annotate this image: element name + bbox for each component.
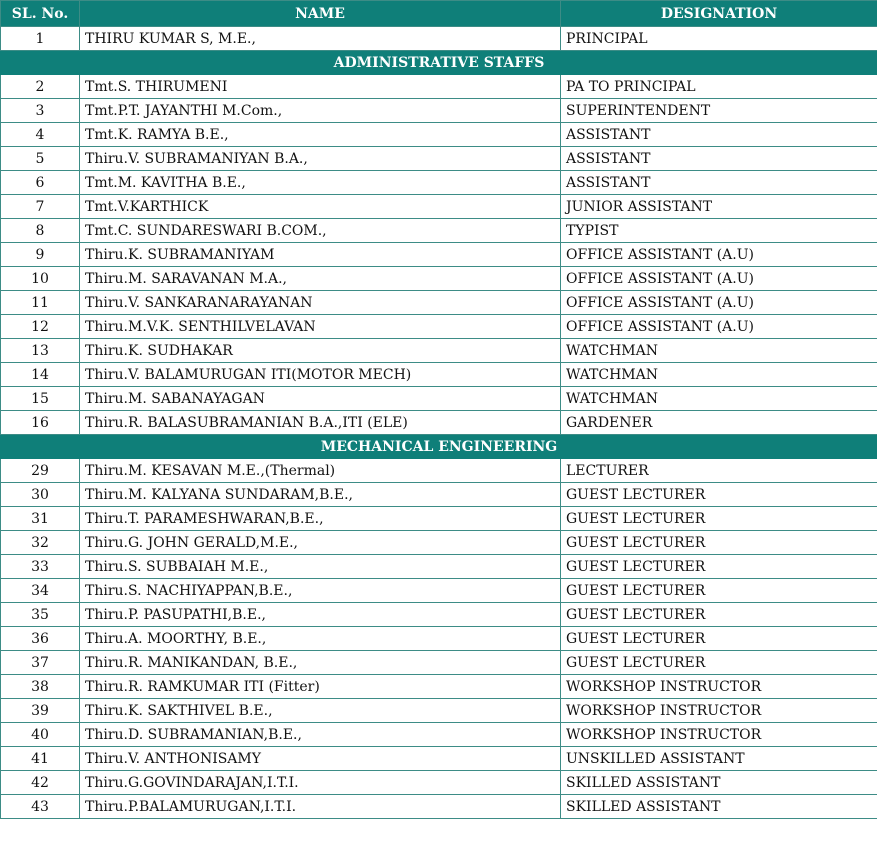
cell-name: Thiru.D. SUBRAMANIAN,B.E., xyxy=(80,723,561,747)
table-row xyxy=(1,771,877,795)
table-row xyxy=(1,411,877,435)
cell-designation: WORKSHOP INSTRUCTOR xyxy=(561,675,877,699)
cell-designation: UNSKILLED ASSISTANT xyxy=(561,747,877,771)
cell-name: Thiru.V. ANTHONISAMY xyxy=(80,747,561,771)
cell-name: Thiru.S. NACHIYAPPAN,B.E., xyxy=(80,579,561,603)
cell-name: Thiru.R. MANIKANDAN, B.E., xyxy=(80,651,561,675)
cell-sl-no: 3 xyxy=(1,99,80,123)
cell-designation: GUEST LECTURER xyxy=(561,651,877,675)
header-designation: DESIGNATION xyxy=(561,1,877,27)
table-row xyxy=(1,195,877,219)
cell-sl-no: 6 xyxy=(1,171,80,195)
cell-name: Thiru.K. SUBRAMANIYAM xyxy=(80,243,561,267)
table-row xyxy=(1,291,877,315)
table-row xyxy=(1,723,877,747)
table-row xyxy=(1,675,877,699)
table-row xyxy=(1,627,877,651)
cell-sl-no: 38 xyxy=(1,675,80,699)
cell-designation: WORKSHOP INSTRUCTOR xyxy=(561,723,877,747)
cell-sl-no: 37 xyxy=(1,651,80,675)
cell-designation: OFFICE ASSISTANT (A.U) xyxy=(561,243,877,267)
cell-designation: ASSISTANT xyxy=(561,123,877,147)
cell-designation: TYPIST xyxy=(561,219,877,243)
table-row xyxy=(1,75,877,99)
table-row xyxy=(1,483,877,507)
table-row xyxy=(1,267,877,291)
header-name: NAME xyxy=(80,1,561,27)
table-row xyxy=(1,27,877,51)
cell-sl-no: 29 xyxy=(1,459,80,483)
table-row xyxy=(1,243,877,267)
cell-designation: WATCHMAN xyxy=(561,363,877,387)
cell-designation: OFFICE ASSISTANT (A.U) xyxy=(561,267,877,291)
table-row xyxy=(1,315,877,339)
cell-sl-no: 41 xyxy=(1,747,80,771)
table-row xyxy=(1,459,877,483)
cell-name: Tmt.C. SUNDARESWARI B.COM., xyxy=(80,219,561,243)
cell-name: Thiru.G.GOVINDARAJAN,I.T.I. xyxy=(80,771,561,795)
section-title: ADMINISTRATIVE STAFFS xyxy=(1,51,877,75)
cell-designation: GUEST LECTURER xyxy=(561,507,877,531)
cell-sl-no: 5 xyxy=(1,147,80,171)
cell-sl-no: 15 xyxy=(1,387,80,411)
section-header-row xyxy=(1,51,877,75)
header-row xyxy=(1,1,877,27)
cell-designation: SKILLED ASSISTANT xyxy=(561,795,877,819)
cell-designation: SKILLED ASSISTANT xyxy=(561,771,877,795)
cell-sl-no: 9 xyxy=(1,243,80,267)
cell-designation: GUEST LECTURER xyxy=(561,531,877,555)
cell-sl-no: 10 xyxy=(1,267,80,291)
cell-name: Tmt.S. THIRUMENI xyxy=(80,75,561,99)
cell-name: Tmt.V.KARTHICK xyxy=(80,195,561,219)
cell-designation: OFFICE ASSISTANT (A.U) xyxy=(561,291,877,315)
cell-name: Thiru.V. BALAMURUGAN ITI(MOTOR MECH) xyxy=(80,363,561,387)
cell-designation: GUEST LECTURER xyxy=(561,627,877,651)
cell-name: Thiru.A. MOORTHY, B.E., xyxy=(80,627,561,651)
table-row xyxy=(1,219,877,243)
cell-sl-no: 35 xyxy=(1,603,80,627)
table-row xyxy=(1,171,877,195)
cell-name: Thiru.S. SUBBAIAH M.E., xyxy=(80,555,561,579)
cell-designation: PRINCIPAL xyxy=(561,27,877,51)
cell-sl-no: 30 xyxy=(1,483,80,507)
cell-designation: GUEST LECTURER xyxy=(561,579,877,603)
table-row xyxy=(1,387,877,411)
cell-designation: GUEST LECTURER xyxy=(561,603,877,627)
cell-sl-no: 31 xyxy=(1,507,80,531)
cell-name: Thiru.P. PASUPATHI,B.E., xyxy=(80,603,561,627)
cell-sl-no: 14 xyxy=(1,363,80,387)
cell-designation: GUEST LECTURER xyxy=(561,555,877,579)
table-row xyxy=(1,795,877,819)
cell-sl-no: 7 xyxy=(1,195,80,219)
table-row xyxy=(1,99,877,123)
table-row xyxy=(1,147,877,171)
cell-sl-no: 34 xyxy=(1,579,80,603)
cell-name: Thiru.K. SUDHAKAR xyxy=(80,339,561,363)
cell-sl-no: 39 xyxy=(1,699,80,723)
cell-designation: GARDENER xyxy=(561,411,877,435)
table-row xyxy=(1,579,877,603)
cell-name: Tmt.P.T. JAYANTHI M.Com., xyxy=(80,99,561,123)
cell-name: Thiru.M. KESAVAN M.E.,(Thermal) xyxy=(80,459,561,483)
cell-sl-no: 4 xyxy=(1,123,80,147)
header-sl-no: SL. No. xyxy=(1,1,80,27)
cell-designation: SUPERINTENDENT xyxy=(561,99,877,123)
cell-name: Thiru.M.V.K. SENTHILVELAVAN xyxy=(80,315,561,339)
cell-designation: JUNIOR ASSISTANT xyxy=(561,195,877,219)
cell-sl-no: 32 xyxy=(1,531,80,555)
cell-name: Thiru.G. JOHN GERALD,M.E., xyxy=(80,531,561,555)
cell-sl-no: 16 xyxy=(1,411,80,435)
cell-name: Thiru.M. SARAVANAN M.A., xyxy=(80,267,561,291)
cell-designation: WORKSHOP INSTRUCTOR xyxy=(561,699,877,723)
table-row xyxy=(1,531,877,555)
table-row xyxy=(1,123,877,147)
cell-name: Thiru.K. SAKTHIVEL B.E., xyxy=(80,699,561,723)
cell-name: Thiru.M. KALYANA SUNDARAM,B.E., xyxy=(80,483,561,507)
cell-name: Thiru.V. SANKARANARAYANAN xyxy=(80,291,561,315)
cell-designation: WATCHMAN xyxy=(561,339,877,363)
table-row xyxy=(1,699,877,723)
cell-sl-no: 40 xyxy=(1,723,80,747)
section-header-row xyxy=(1,435,877,459)
cell-designation: LECTURER xyxy=(561,459,877,483)
cell-sl-no: 12 xyxy=(1,315,80,339)
table-row xyxy=(1,339,877,363)
cell-sl-no: 42 xyxy=(1,771,80,795)
cell-name: Tmt.K. RAMYA B.E., xyxy=(80,123,561,147)
cell-name: Tmt.M. KAVITHA B.E., xyxy=(80,171,561,195)
section-title: MECHANICAL ENGINEERING xyxy=(1,435,877,459)
table-row xyxy=(1,555,877,579)
cell-sl-no: 11 xyxy=(1,291,80,315)
cell-name: Thiru.M. SABANAYAGAN xyxy=(80,387,561,411)
cell-designation: ASSISTANT xyxy=(561,171,877,195)
cell-designation: PA TO PRINCIPAL xyxy=(561,75,877,99)
cell-sl-no: 33 xyxy=(1,555,80,579)
table-header xyxy=(1,1,877,27)
cell-name: Thiru.P.BALAMURUGAN,I.T.I. xyxy=(80,795,561,819)
cell-name: THIRU KUMAR S, M.E., xyxy=(80,27,561,51)
cell-designation: GUEST LECTURER xyxy=(561,483,877,507)
table-row xyxy=(1,603,877,627)
cell-sl-no: 36 xyxy=(1,627,80,651)
cell-designation: ASSISTANT xyxy=(561,147,877,171)
cell-sl-no: 2 xyxy=(1,75,80,99)
cell-name: Thiru.R. RAMKUMAR ITI (Fitter) xyxy=(80,675,561,699)
cell-sl-no: 1 xyxy=(1,27,80,51)
cell-name: Thiru.V. SUBRAMANIYAN B.A., xyxy=(80,147,561,171)
table-row xyxy=(1,363,877,387)
cell-name: Thiru.T. PARAMESHWARAN,B.E., xyxy=(80,507,561,531)
table-row xyxy=(1,747,877,771)
cell-designation: WATCHMAN xyxy=(561,387,877,411)
cell-name: Thiru.R. BALASUBRAMANIAN B.A.,ITI (ELE) xyxy=(80,411,561,435)
table-row xyxy=(1,651,877,675)
cell-sl-no: 8 xyxy=(1,219,80,243)
table-row xyxy=(1,507,877,531)
table-body xyxy=(1,27,877,819)
cell-designation: OFFICE ASSISTANT (A.U) xyxy=(561,315,877,339)
cell-sl-no: 13 xyxy=(1,339,80,363)
cell-sl-no: 43 xyxy=(1,795,80,819)
